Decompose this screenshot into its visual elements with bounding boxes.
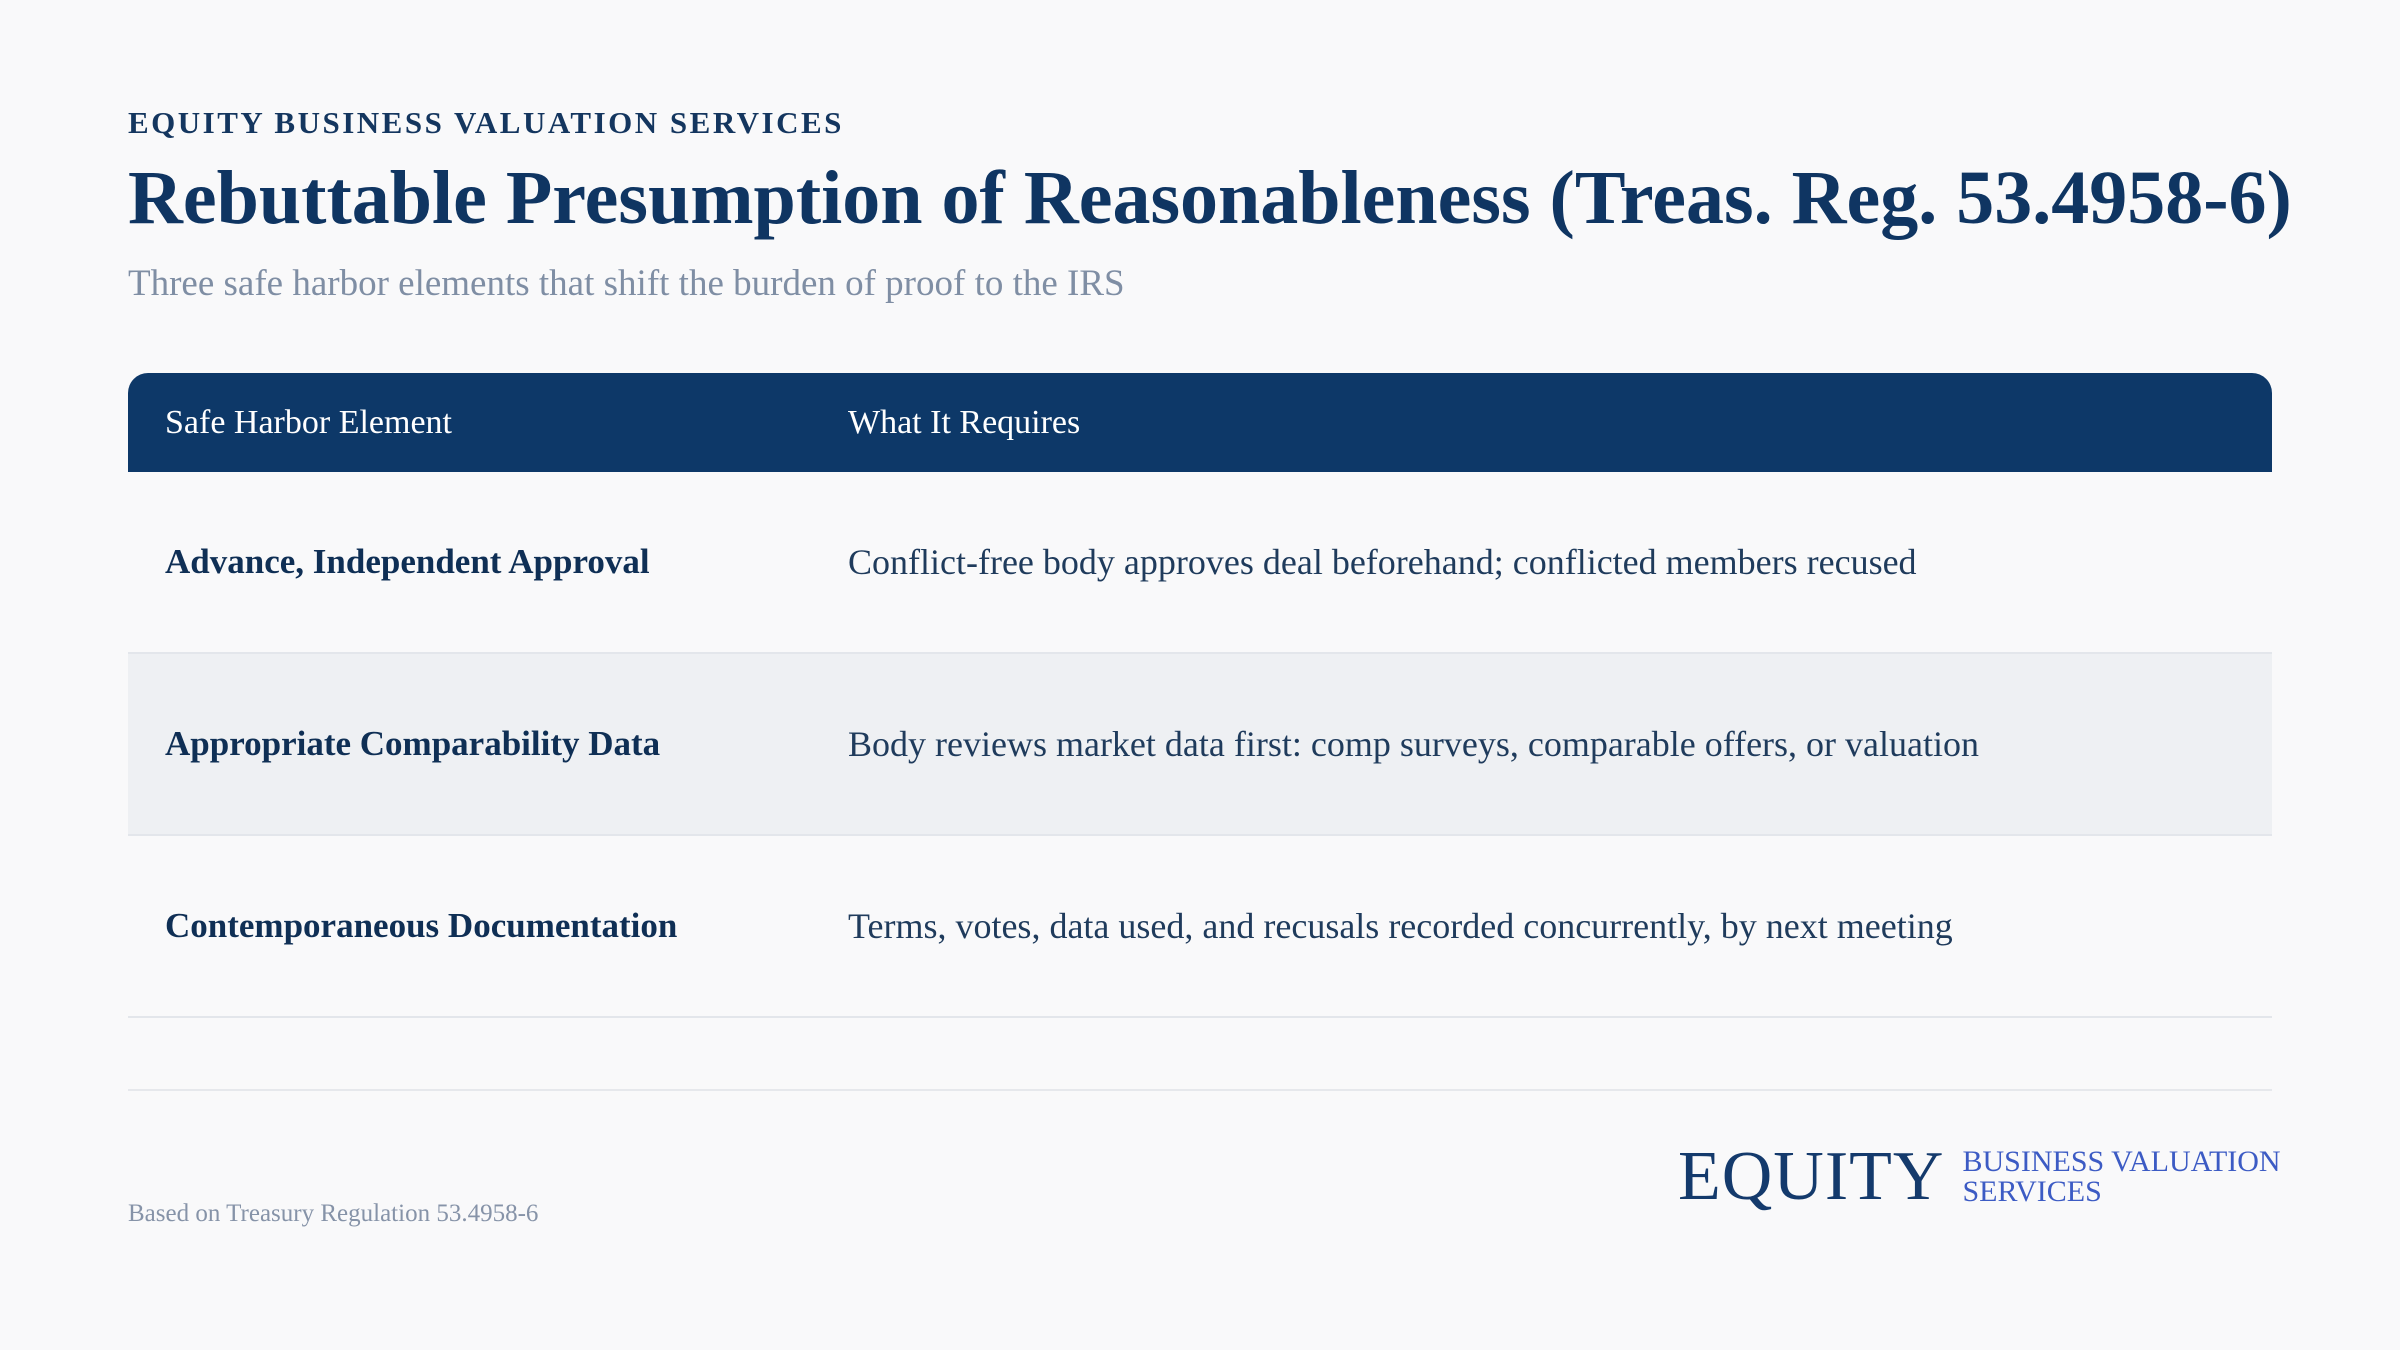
table-row xyxy=(128,836,2272,1018)
logo-wordmark: EQUITY xyxy=(1678,1138,1945,1215)
row-element: Advance, Independent Approval xyxy=(165,542,650,581)
source-note: Based on Treasury Regulation 53.4958-6 xyxy=(128,1200,539,1227)
page-subtitle: Three safe harbor elements that shift the burden of proof to the IRS xyxy=(128,263,1125,304)
row-requirement: Conflict-free body approves deal beforehand; conflicted members recused xyxy=(848,542,1917,582)
column-header-requirement: What It Requires xyxy=(848,403,1081,441)
row-element: Contemporaneous Documentation xyxy=(165,906,678,945)
column-header-element: Safe Harbor Element xyxy=(165,403,452,441)
row-element: Appropriate Comparability Data xyxy=(165,724,661,763)
footer-divider xyxy=(128,1089,2272,1091)
company-logo xyxy=(1678,1138,2281,1215)
logo-tagline-line2: SERVICES xyxy=(1962,1175,2102,1208)
safe-harbor-table xyxy=(128,373,2272,1018)
logo-tagline-line1: BUSINESS VALUATION xyxy=(1962,1145,2281,1178)
table-row xyxy=(128,472,2272,654)
row-requirement: Terms, votes, data used, and recusals recorded concurrently, by next meeting xyxy=(848,906,1953,946)
table-header xyxy=(128,373,2272,472)
logo-tagline xyxy=(1962,1147,2280,1207)
table-row xyxy=(128,654,2272,836)
page-title: Rebuttable Presumption of Reasonableness (Treas. Reg. 53.4958-6) xyxy=(128,156,2292,240)
eyebrow-label: EQUITY BUSINESS VALUATION SERVICES xyxy=(128,105,844,140)
row-requirement: Body reviews market data first: comp surveys, comparable offers, or valuation xyxy=(848,724,1979,764)
